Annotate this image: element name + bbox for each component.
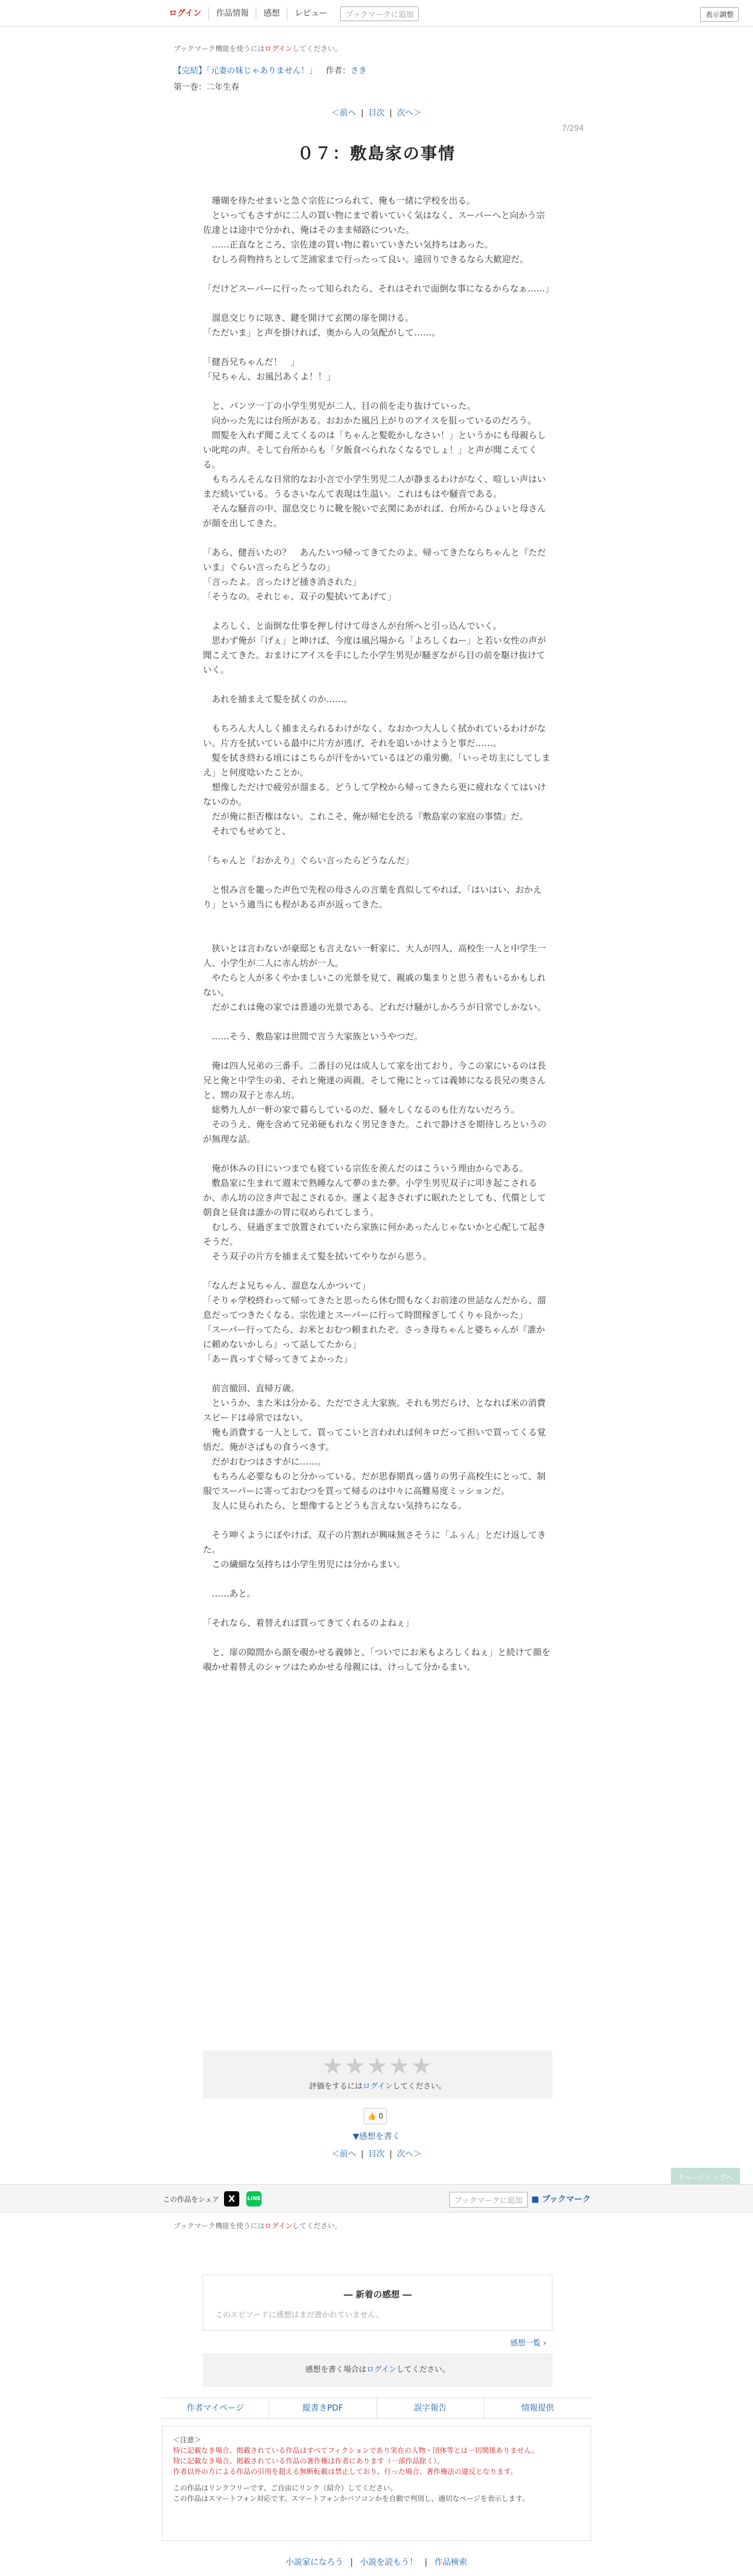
pager-top: ＜前へ | 目次 | 次へ＞ [331, 109, 422, 118]
body-line [203, 912, 552, 927]
line-share-icon[interactable]: LINE [246, 2191, 262, 2206]
work-info-link[interactable]: 作品情報 [209, 7, 256, 20]
body-line: 「兄ちゃん、お風呂あくよ！！」 [203, 371, 335, 382]
body-line: 髪を拭き終わる頃にはこちらが汗をかいているほどの重労働。「いっそ坊主にしてしまえ」と何度唸いたことか。 [203, 753, 551, 778]
body-line: だがこれは俺の家では普通の光景である。どれだけ騒がしかろうが日常でしかない。 [203, 1002, 547, 1012]
body-line: もちろん大人しく捕まえられるわけがなく、なおかつ大人しく拭かれているわけがない。片方を拭いている最中に片方が逃げ、それを追いかけようと事だ……。 [203, 723, 546, 748]
body-line: 思わず俺が「げぇ」と呻けば、今度は風呂場から「よろしくねー」と若い女性の声が聞こえてきた。おまけにアイスを手にした小学生男児が騒ぎながら目の前を駆け抜けていく。 [203, 635, 547, 675]
new-impressions-box [203, 2275, 552, 2331]
typo-report-link[interactable]: 誤字報告 [377, 2398, 484, 2418]
vertical-pdf-link[interactable]: 縦書きPDF [269, 2398, 376, 2418]
body-line: 俺も消費する一人として、買ってこいと言われれば何キロだって担いで買ってくる覚悟だ。俺がさばもの食うべきす。 [203, 1427, 546, 1452]
toc-link[interactable]: 目次 [368, 2150, 385, 2159]
body-line: ……正直なところ、宗佐達の買い物に着いていきたい気持ちはあった。 [203, 239, 493, 250]
rating-message [203, 2080, 552, 2091]
caution-line: 特に記載なき場合、掲載されている作品の著作権は作者にあります（一部作品除く）。 [173, 2457, 445, 2465]
caution-box [162, 2426, 591, 2541]
page-top-button[interactable]: ↑ページトップへ [671, 2168, 740, 2188]
prev-link[interactable]: ＜前へ [331, 109, 357, 118]
body-line: と恨み言を籠った声色で先程の母さんの言葉を真似してやれば、「はいはい、おかえり」という適当にも程がある声が返ってきた。 [203, 884, 542, 910]
body-line: よろしく、と面倒な仕事を押し付けて母さんが台所へと引っ込んでいく。 [203, 621, 502, 631]
body-line: もちろんそんな日常的なお小言で小学生男児二人が静まるわけがなく、喧しい声はいまだ続いている。うるさいなんて表現は生温い。これはもはや騒音である。 [203, 474, 546, 499]
impression-login-prefix: 感想を書く場合は [305, 2365, 367, 2374]
body-line [203, 927, 552, 941]
body-line [203, 604, 552, 619]
impressions-list-link[interactable]: 感想一覧 › [510, 2339, 547, 2348]
body-line [203, 1513, 552, 1528]
body-line [203, 1704, 552, 1719]
bookmark-notice-suffix: してください。 [292, 45, 342, 53]
yomou-link[interactable]: 小説を読もう！ [360, 2558, 418, 2567]
body-line: そのうえ、俺を含めて兄弟硬もれなく男兄ききた。これで静けさを期待しろというのが無理な話。 [203, 1119, 547, 1144]
body-line [203, 1631, 552, 1645]
body-line: 総勢九人が一軒の家で暮らしているのだ、騒々しくなるのも仕方ないだろう。 [203, 1104, 520, 1115]
pager-bottom: ＜前へ | 目次 | 次へ＞ [331, 2150, 422, 2159]
toc-link[interactable]: 目次 [368, 109, 385, 118]
body-line [203, 1015, 552, 1029]
caution-line: 作者以外の方による作品の引用を超える無断転載は禁止しており、行った場合、著作権法の違反となります。 [173, 2467, 518, 2476]
body-line [203, 1689, 552, 1704]
series-title-link[interactable]: 【完結】「元妻の妹じゃありません！」 [174, 66, 317, 76]
body-line: 「言ったよ。言ったけど掻き消された」 [203, 577, 362, 587]
body-line: ……そう、敷島家は世間で言う大家族というやつだ。 [203, 1031, 423, 1042]
body-line [203, 1675, 552, 1689]
body-line: この繊細な気持ちは小学生男児には分からまい。 [203, 1559, 406, 1570]
body-line: 「それなら、着替えれば買ってきてくれるのよねぇ」 [203, 1618, 415, 1628]
body-line: そんな騒音の中、溜息交じりに靴を脱いで玄関にあがれば、台所からひょいと母さんが顔を出してきた。 [203, 503, 547, 528]
footer-links [162, 2398, 591, 2419]
caution-line: 特に記載なき場合、掲載されている作品はすべてフィクションであり実在の人物・団体等とは一切関係ありません。 [173, 2446, 539, 2455]
info-line: この作品はスマートフォン対応です。スマートフォンかパソコンかを自動で判別し、適切なページを表示します。 [173, 2494, 530, 2503]
body-line [203, 1147, 552, 1161]
body-line: といってもさすがに二人の買い物にまで着いていく気はなく、スーパーへと向かう宗佐達とは途中で分かれ、俺はそのまま帰路についた。 [203, 210, 545, 235]
impressions-empty: このエピソードに感想はまだ書かれていません。 [215, 2311, 384, 2320]
body-line: あれを捕まえて髪を拭くのか……。 [203, 694, 353, 704]
body-line [203, 1367, 552, 1381]
body-line [203, 677, 552, 692]
body-line: だが俺に拒否権はない。これこそ、俺が帰宅を渋る『敷島家の家庭の事情』だ。 [203, 811, 528, 822]
body-line: 友人に見られたら、と想像するとどうも言えない気持ちになる。 [203, 1500, 467, 1511]
share-bar [0, 2184, 753, 2212]
body-line: というか、また米は分かる。ただでさえ大家族。それも男だらけ、となれば米の消費スピードは尋常ではない。 [203, 1398, 546, 1423]
body-line: 「だけどスーパーに行ったって知られたら、それはそれで面倒な事になるからなぁ……」 [203, 283, 554, 294]
prev-link[interactable]: ＜前へ [331, 2150, 357, 2159]
body-line: 「あー真っすぐ帰ってきてよかった」 [203, 1354, 353, 1364]
series-header [174, 65, 367, 93]
body-line: それでもせめてと、 [203, 826, 291, 836]
body-line: 前言撤回、直帰万歳。 [203, 1383, 300, 1394]
body-line: 「そりゃ学校終わって帰ってきたと思ったら休む間もなくお前達の世話なんだから、溜息だってつきたくなる。宗佐達とスーパーに行って時間稼ぎしてくりゃ良かった」 [203, 1295, 546, 1320]
body-line: だがおむつはさすがに……。 [203, 1456, 327, 1467]
body-line: やたらと人が多くやかましいこの光景を見て、親戚の集まりと思う者もいるかもしれない。 [203, 972, 546, 998]
body-line: 「そうなの。それじゃ、双子の髪拭いてあげて」 [203, 591, 396, 602]
bottom-links: 小説家になろう | 小説を読もう！ | 作品検索 [286, 2558, 467, 2567]
body-line: 俺は四人兄弟の三番手。二番目の兄は成人して家を出ており、今この家にいるのは長兄と俺と中学生の弟、それと俺達の両親。そして俺にとっては義姉になる長兄の奥さんと、甥の双子と赤ん坊。 [203, 1060, 547, 1100]
body-line [203, 531, 552, 545]
thumbs-up-icon: 👍 [367, 2112, 376, 2120]
body-line [203, 1601, 552, 1616]
body-line: 「スーパー行ってたら、お米とおむつ頼まれたぞ。さっき母ちゃんと婆ちゃんが『誰かに頼めないかしら』って話してたから」 [203, 1324, 545, 1350]
body-line [203, 868, 552, 883]
rating-message-prefix: 評価をするには [309, 2082, 363, 2091]
body-line: 敷島家に生まれて週末で熟睡なんて夢のまた夢。小学生男児双子に叩き起こされるか、赤ん坊の泣き声で起こされるか。運よく起きされずに眠れたとしても、代償として朝食と昼食は誰かの胃に収められてしまう。 [203, 1178, 547, 1218]
bookmark-add-button[interactable]: ブックマークに追加 [449, 2192, 528, 2208]
body-line: 「ちゃんと『おかえり』ぐらい言ったらどうなんだ」 [203, 855, 415, 866]
caution-heading: ＜注意＞ [173, 2436, 202, 2444]
body-line: むしろ荷物持ちとして芝浦家まで行ったって良い。遠回りできるなら大歓迎だ。 [203, 254, 529, 265]
review-link[interactable]: レビュー [294, 9, 328, 18]
info-line: この作品はリンクフリーです。ご自由にリンク（紹介）してください。 [173, 2484, 398, 2492]
bookmark-notice [174, 43, 342, 53]
body-line [203, 707, 552, 721]
author-link[interactable]: さき [350, 66, 367, 76]
next-link[interactable]: 次へ＞ [396, 109, 422, 118]
body-line: 「あら、健吾いたの？ あんたいつ帰ってきてたのよ。帰ってきたならちゃんと『ただいま』ぐらい言ったらどうなの」 [203, 547, 547, 572]
author-mypage-link[interactable]: 作者マイページ [162, 2398, 269, 2418]
bookmark-notice-prefix: ブックマーク機能を使うには [174, 45, 265, 53]
rating-box [203, 2050, 552, 2099]
rating-stars[interactable]: ★★★★★ [322, 2053, 433, 2080]
write-impression-link[interactable]: ▼感想を書く [352, 2132, 401, 2141]
body-line: 想像しただけで疲労が溜まる。どうして学校から帰ってきたら更に疲れなくてはいけないのか。 [203, 782, 547, 807]
display-settings-button[interactable]: 表示調整 [700, 7, 739, 22]
bookmark-notice-login-link[interactable]: ログイン [264, 45, 293, 53]
body-line [203, 1044, 552, 1059]
body-line: 「ただいま」と声を掛ければ、奥から人の気配がして……。 [203, 327, 441, 338]
bookmark-notice-login-link[interactable]: ログイン [264, 2222, 293, 2230]
share-label: この作品をシェア [163, 2195, 219, 2204]
body-line: 向かった先には台所がある。おおかた風呂上がりのアイスを狙っているのだろう。 [203, 415, 537, 426]
body-line [203, 340, 552, 355]
episode-title: ０７：敷島家の事情 [297, 144, 456, 163]
body-line [203, 839, 552, 853]
search-link[interactable]: 作品検索 [434, 2558, 467, 2567]
narou-link[interactable]: 小説家になろう [286, 2558, 344, 2567]
bookmark-notice-lower [174, 2221, 342, 2231]
body-line: もちろん必要なものと分かっている。だが思春期真っ盛りの男子高校生にとって、制服でスーパーに寄っておむつを買って帰るのは中々に高難易度ミッションだ。 [203, 1471, 546, 1496]
impressions-heading: ― 新着の感想 ― [344, 2289, 412, 2300]
top-nav [162, 0, 419, 27]
author-label: 作者： [325, 66, 351, 76]
body-line: 「なんだよ兄ちゃん、溜息なんかついて」 [203, 1280, 371, 1291]
login-link[interactable]: ログイン [162, 7, 209, 20]
body-line: と、パンツ一丁の小学生男児が二人、目の前を走り抜けていった。 [203, 401, 476, 411]
body-line [203, 384, 552, 399]
impressions-link[interactable]: 感想 [256, 7, 287, 20]
body-line: そう双子の片方を捕まえて髪を拭いてやりながら思う。 [203, 1251, 432, 1262]
body-line [203, 1264, 552, 1279]
chapter-name: 第一巻：二年生春 [174, 83, 239, 92]
body-line: 狭いとは言わないが豪邸とも言えない一軒家に、大人が四人、高校生一人と中学生一人、小学生が二人に赤ん坊が一人。 [203, 943, 547, 968]
body-line [203, 267, 552, 282]
impression-login-link[interactable]: ログイン [366, 2365, 397, 2374]
body-line: 間髪を入れず聞こえてくるのは「ちゃんと髪乾かしなさい！」というかにも母親らしい叱咤の声。そして台所からも「夕飯食べられなくなるでしょ！」と声が聞こえてくる。 [203, 430, 547, 470]
bookmark-notice-suffix: してください。 [292, 2222, 342, 2230]
impression-login-suffix: してください。 [396, 2365, 450, 2374]
body-line: と、扉の隙間から顔を覗かせる義姉と、「ついでにお米もよろしくねぇ」と続けて顔を覗かせ着替えのシャツはためかせる母親には、けっして分かるまい。 [203, 1647, 551, 1672]
top-nav-bar [0, 0, 753, 27]
impression-login-box [203, 2353, 552, 2387]
body-line: そう呻くようにぼやけば、双子の片割れが興味無さそうに「ふぅん」とだけ返してきた。 [203, 1530, 547, 1555]
body-line [203, 1719, 552, 1733]
info-provide-link[interactable]: 情報提供 [521, 2404, 554, 2413]
body-line: 「健吾兄ちゃんだ！ 」 [203, 357, 300, 367]
episode-body [203, 194, 552, 1748]
like-button[interactable] [364, 2108, 387, 2124]
body-line: むしろ、昼過ぎまで放置されていたら家族に何かあったんじゃないかと心配して起きそうだ。 [203, 1222, 546, 1247]
like-count: 0 [378, 2112, 384, 2120]
body-line [203, 296, 552, 311]
body-line: 俺が休みの日にいつまでも寝ている宗佐を羨んだのはこういう理由からである。 [203, 1163, 528, 1174]
next-link[interactable]: 次へ＞ [396, 2150, 422, 2159]
rating-login-link[interactable]: ログイン [362, 2082, 393, 2091]
body-line: 溜息交じりに呟き、鍵を開けて玄関の扉を開ける。 [203, 313, 414, 323]
rating-message-suffix: してください。 [392, 2082, 446, 2091]
body-line: 珊瑚を待たせまいと急ぐ宗佐につられて、俺も一緒に学校を出る。 [203, 195, 476, 206]
body-line [203, 1572, 552, 1587]
x-share-icon[interactable]: X [224, 2191, 239, 2206]
bookmark-notice-prefix: ブックマーク機能を使うには [174, 2222, 265, 2230]
bookmark-link[interactable]: ■ ブックマーク [531, 2195, 591, 2204]
body-line [203, 1733, 552, 1748]
bookmark-add-button[interactable]: ブックマークに追加 [340, 6, 419, 21]
page-number: 7/294 [562, 124, 584, 133]
body-line: ……あと。 [203, 1588, 256, 1599]
